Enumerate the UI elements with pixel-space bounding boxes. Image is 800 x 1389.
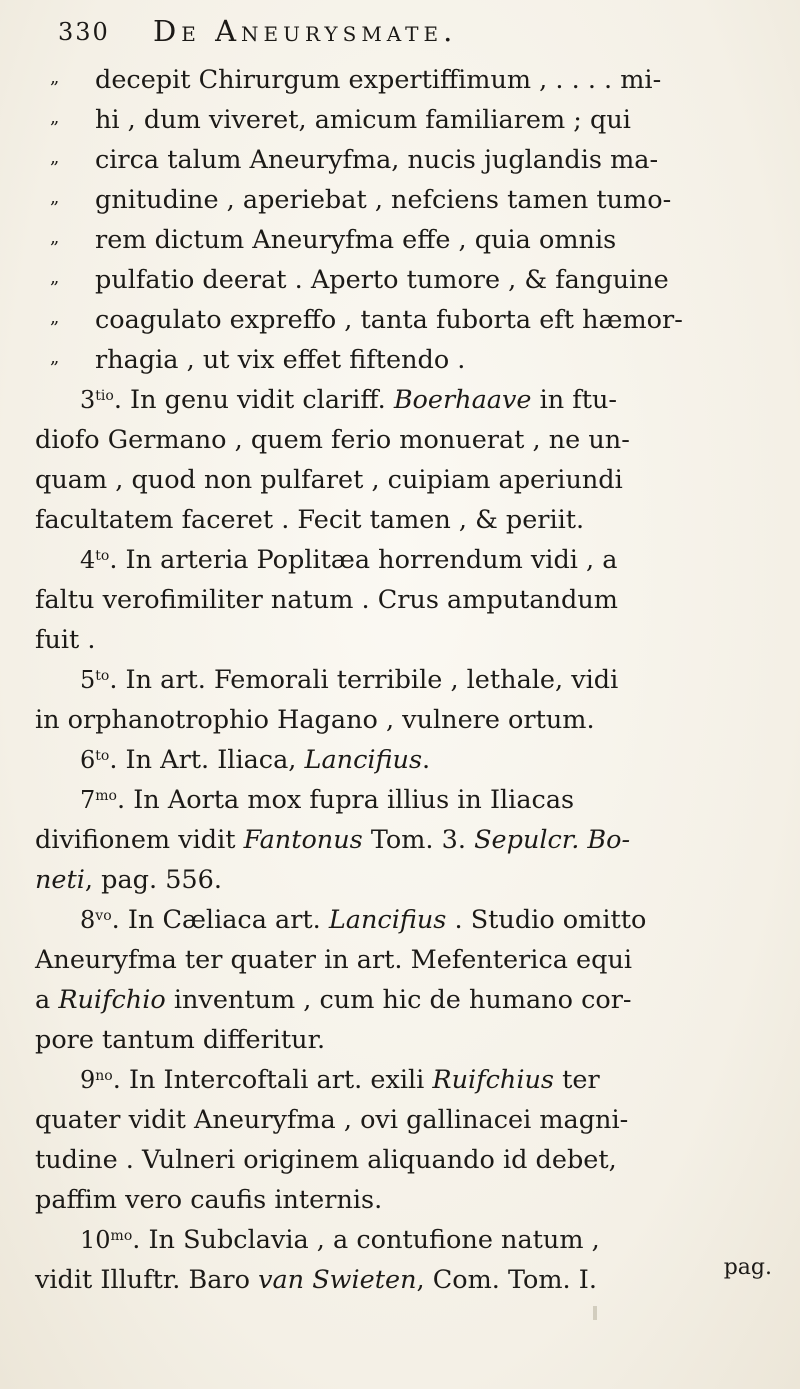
text-run: quater vidit Aneuryfma , ovi gallinacei magni- [35,1105,629,1135]
text-run: . In Subclavia , a contufione natum , [132,1225,600,1255]
text-run: divifionem vidit [35,825,244,855]
line-text [95,260,669,300]
line-text [35,500,584,540]
line-text [35,820,630,860]
text-line [30,540,780,580]
text-run: faltu verofimiliter natum . Crus amputandum [35,585,618,615]
quotation-mark: „ [50,227,60,248]
text-run: . In Intercoftali art. exili [112,1065,433,1095]
quotation-mark: „ [50,147,60,168]
line-text [35,940,632,980]
line-text [95,340,465,380]
page-header [58,14,758,54]
ordinal-number: 7 [80,786,96,814]
text-line [30,820,780,860]
line-text [35,580,618,620]
line-text [35,620,95,660]
text-run: . Studio omitto [446,905,647,935]
italic-name: neti [35,865,85,895]
line-text [35,1100,628,1140]
line-text [95,140,658,180]
line-text [35,460,623,500]
text-line [30,1140,780,1180]
quotation-mark: „ [50,267,60,288]
text-line [30,500,780,540]
text-run: diofo Germano , quem ferio monuerat , ne un- [35,425,630,455]
line-text [80,380,617,420]
italic-name: Ruifchio [58,985,166,1015]
text-run: tudine . Vulneri originem aliquando id debet, [35,1145,617,1175]
text-run: . In Art. Iliaca, [109,745,305,775]
text-line [30,380,780,420]
ordinal-number: no [95,1068,113,1084]
text-run: vidit Illuftr. Baro [35,1265,259,1295]
text-run: fuit . [35,625,96,655]
text-line [30,60,780,100]
text-line [30,1220,780,1260]
text-line [30,260,780,300]
ordinal-number: 5 [80,666,96,694]
line-text [35,1020,325,1060]
ordinal-number: 8 [80,906,96,934]
text-line [30,580,780,620]
ordinal-number: to [95,548,110,564]
line-text [35,860,222,900]
text-line [30,980,780,1020]
line-text [35,420,630,460]
line-text [95,220,616,260]
text-run: in orphanotrophio Hagano , vulnere ortum. [35,705,595,735]
text-run: gnitudine , aperiebat , nefciens tamen tumo- [95,185,672,215]
line-text [95,100,631,140]
italic-name: van Swieten [258,1265,417,1295]
ordinal-number: to [95,748,110,764]
ordinal-number: 10 [80,1226,111,1254]
page-number: 330 [58,18,110,46]
line-text [80,660,618,700]
line-text [95,180,671,220]
ordinal-number: 3 [80,386,96,414]
body-text [30,60,780,1300]
quotation-mark: „ [50,67,60,88]
line-text [35,980,632,1020]
line-text [80,1220,600,1260]
text-line [30,100,780,140]
text-line [30,620,780,660]
line-text [95,60,661,100]
text-run: pulfatio deerat . Aperto tumore , & fanguine [95,265,669,295]
text-run: Aneuryfma ter quater in art. Mefenterica equi [35,945,633,975]
italic-name: Lancifius [304,745,423,775]
text-run: ter [554,1065,600,1095]
text-line [30,460,780,500]
line-text [80,900,646,940]
text-line [30,1020,780,1060]
line-text [80,540,617,580]
line-text [35,1140,617,1180]
line-text [35,1260,597,1300]
ordinal-number: vo [95,908,112,924]
text-run: , Com. Tom. I. [416,1265,597,1295]
quotation-mark: „ [50,187,60,208]
text-run: , pag. 556. [84,865,222,895]
text-line [30,1060,780,1100]
text-run: in ftu- [531,385,618,415]
quotation-mark: „ [50,107,60,128]
ordinal-number: mo [95,788,117,804]
text-line [30,900,780,940]
text-run: coagulato expreffo , tanta fuborta eft hæmor- [95,305,683,335]
text-line [30,340,780,380]
text-run: hi , dum viveret, amicum familiarem ; qui [95,105,631,135]
text-line [30,740,780,780]
text-run: . In Cæliaca art. [111,905,329,935]
text-line [30,660,780,700]
italic-name: Ruifchius [432,1065,554,1095]
text-run: rhagia , ut vix effet fiftendo . [95,345,466,375]
ordinal-number: tio [95,388,114,404]
text-line [30,780,780,820]
text-run: . In genu vidit clariff. [113,385,394,415]
line-text [95,300,683,340]
text-line [30,1180,780,1220]
italic-name: Boerhaave [393,385,532,415]
quotation-mark: „ [50,347,60,368]
line-text [35,1180,382,1220]
text-run: rem dictum Aneuryfma effe , quia omnis [95,225,617,255]
text-run: pore tantum differitur. [35,1025,326,1055]
italic-name: Lancifius [328,905,447,935]
line-text [35,700,595,740]
text-line [30,140,780,180]
text-line [30,180,780,220]
ordinal-number: 9 [80,1066,96,1094]
ordinal-number: mo [110,1228,133,1244]
text-line [30,1100,780,1140]
text-line [30,420,780,460]
text-run: inventum , cum hic de humano cor- [165,985,632,1015]
text-run: facultatem faceret . Fecit tamen , & periit. [35,505,585,535]
text-run: Tom. 3. [362,825,475,855]
italic-name: Sepulcr. Bo- [474,825,631,855]
running-title: De Aneurysmate. [153,14,458,48]
text-run: . In art. Femorali terribile , lethale, vidi [109,665,619,695]
text-line [30,300,780,340]
line-text [80,740,430,780]
text-line [30,860,780,900]
text-run: a [35,985,59,1015]
ordinal-number: to [95,668,110,684]
line-text [80,780,574,820]
text-line [30,220,780,260]
ordinal-number: 6 [80,746,96,774]
text-run: circa talum Aneuryfma, nucis juglandis ma- [95,145,659,175]
ordinal-number: 4 [80,546,96,574]
text-run: quam , quod non pulfaret , cuipiam aperiundi [35,465,623,495]
text-run: paffim vero caufis internis. [35,1185,383,1215]
quotation-mark: „ [50,307,60,328]
text-line [30,940,780,980]
paper-stain [593,1306,597,1320]
text-run: decepit Chirurgum expertiffimum , . . . . mi- [95,65,662,95]
text-run: . [422,745,431,775]
italic-name: Fantonus [243,825,363,855]
text-run: . In Aorta mox fupra illius in Iliacas [117,785,575,815]
text-line [30,1260,780,1300]
text-run: . In arteria Poplitæa horrendum vidi , a [109,545,618,575]
line-text [80,1060,600,1100]
catchword: pag. [723,1255,772,1280]
text-line [30,700,780,740]
